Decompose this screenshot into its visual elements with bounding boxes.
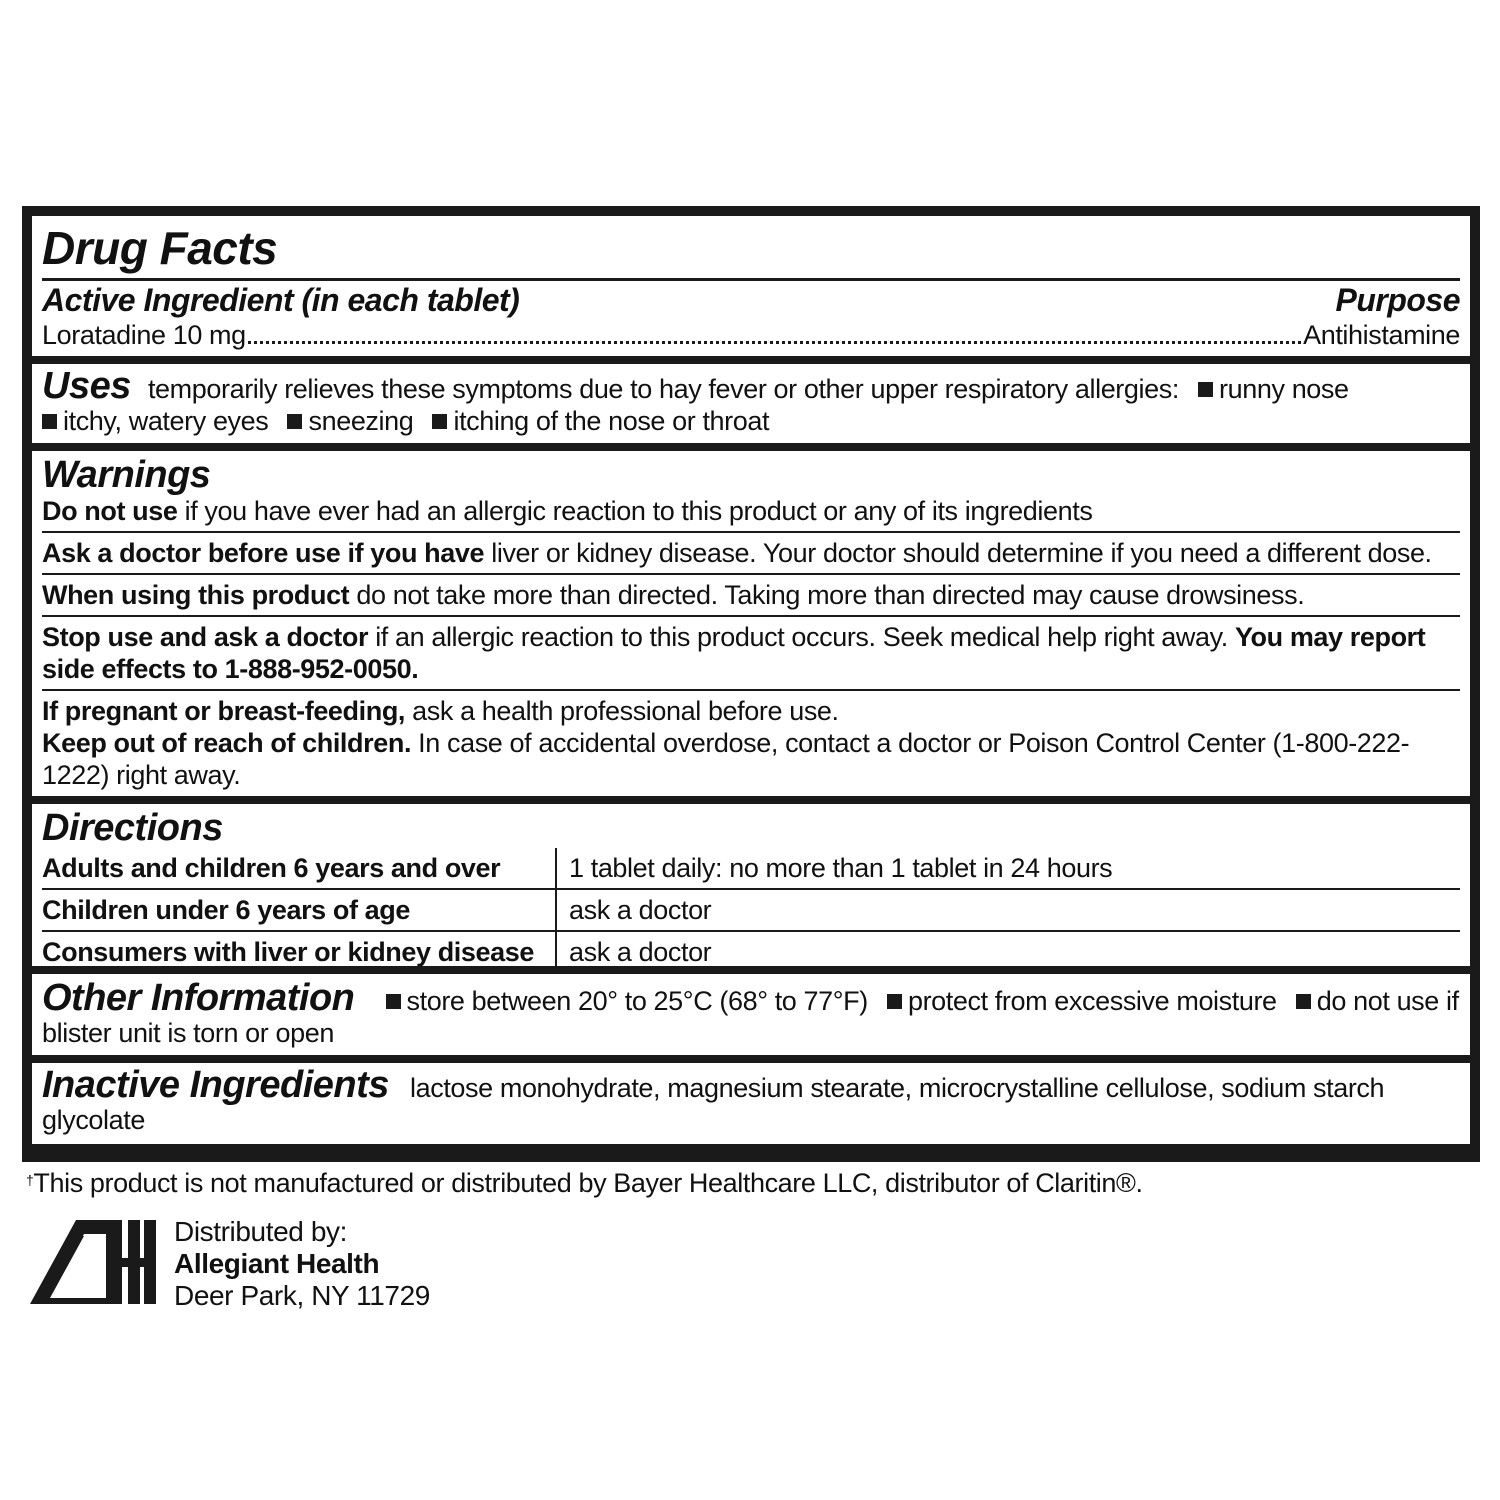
use-item: sneezing: [308, 406, 414, 436]
drug-facts-title: Drug Facts: [42, 222, 278, 274]
purpose-header: Purpose: [1335, 282, 1460, 318]
active-ingredient-panel: [32, 216, 1470, 356]
table-row: Consumers with liver or kidney disease ask a doctor: [42, 931, 1460, 966]
info-item: do not use if blister unit is torn or open: [42, 986, 1459, 1048]
dagger-mark: †: [26, 1172, 34, 1188]
use-item: itchy, watery eyes: [63, 406, 269, 436]
warning-when-using: When using this product do not take more than directed. Taking more than directed may cause drowsiness.: [42, 580, 1305, 610]
leader-dots: [248, 341, 1301, 344]
warnings-panel: [32, 451, 1470, 796]
warning-pregnant: If pregnant or breast-feeding, ask a health professional before use.: [42, 696, 839, 726]
inactive-ingredients-header: Inactive Ingredients: [42, 1064, 389, 1106]
directions-panel: [32, 804, 1470, 966]
report-side-effects: You may report side effects to 1-888-952-0050.: [42, 622, 1426, 684]
distributor-block: [174, 1216, 430, 1312]
bullet-icon: [1198, 382, 1213, 397]
distributed-by-label: Distributed by:: [174, 1216, 347, 1247]
bullet-icon: [887, 994, 902, 1009]
warning-keep-out: Keep out of reach of children. In case of accidental overdose, contact a doctor or Poison Control Center (1-800-222-1222) right away.: [42, 728, 1410, 790]
table-row: Children under 6 years of age ask a doctor: [42, 889, 1460, 931]
other-information-panel: [32, 974, 1470, 1055]
table-row: Adults and children 6 years and over 1 tablet daily: no more than 1 tablet in 24 hours: [42, 848, 1460, 889]
uses-header: Uses: [42, 365, 131, 407]
info-item: store between 20° to 25°C (68° to 77°F): [406, 986, 868, 1016]
use-item: runny nose: [1219, 374, 1349, 404]
warning-stop-use: Stop use and ask a doctor if an allergic reaction to this product occurs. Seek medical help right away. You may report side effects to 1-888-952-0050.: [42, 622, 1426, 684]
drug-facts-label: [22, 206, 1480, 1162]
directions-table: [42, 848, 1460, 966]
directions-header: Directions: [42, 807, 223, 849]
ingredient-purpose: Antihistamine: [1303, 320, 1460, 350]
inactive-ingredients-panel: [32, 1063, 1470, 1144]
allegiant-health-logo-icon: [28, 1218, 158, 1306]
warning-do-not-use: Do not use if you have ever had an allergic reaction to this product or any of its ingredients: [42, 496, 1093, 526]
bullet-icon: [287, 414, 302, 429]
active-ingredient-header: Active Ingredient (in each tablet): [42, 282, 520, 318]
distributor-name: Allegiant Health: [174, 1248, 380, 1279]
uses-panel: [32, 364, 1470, 443]
uses-intro: temporarily relieves these symptoms due to hay fever or other upper respiratory allergies:: [147, 374, 1179, 404]
info-item: protect from excessive moisture: [907, 986, 1277, 1016]
bullet-icon: [1296, 994, 1311, 1009]
warnings-header: Warnings: [42, 454, 211, 496]
bullet-icon: [432, 414, 447, 429]
distributor-address: Deer Park, NY 11729: [174, 1280, 430, 1311]
bullet-icon: [386, 994, 401, 1009]
warning-ask-doctor: Ask a doctor before use if you have liver or kidney disease. Your doctor should determine if you need a different dose.: [42, 538, 1432, 568]
use-item: itching of the nose or throat: [453, 406, 770, 436]
footnote: [26, 1168, 1143, 1199]
ingredient-name: Loratadine 10 mg: [42, 320, 246, 350]
other-information-header: Other Information: [42, 977, 355, 1019]
bullet-icon: [42, 414, 57, 429]
inactive-ingredients-text: lactose monohydrate, magnesium stearate, microcrystalline cellulose, sodium starch glycolate: [42, 1073, 1385, 1135]
footnote-text: This product is not manufactured or distributed by Bayer Healthcare LLC, distributor of Claritin®.: [33, 1168, 1143, 1198]
